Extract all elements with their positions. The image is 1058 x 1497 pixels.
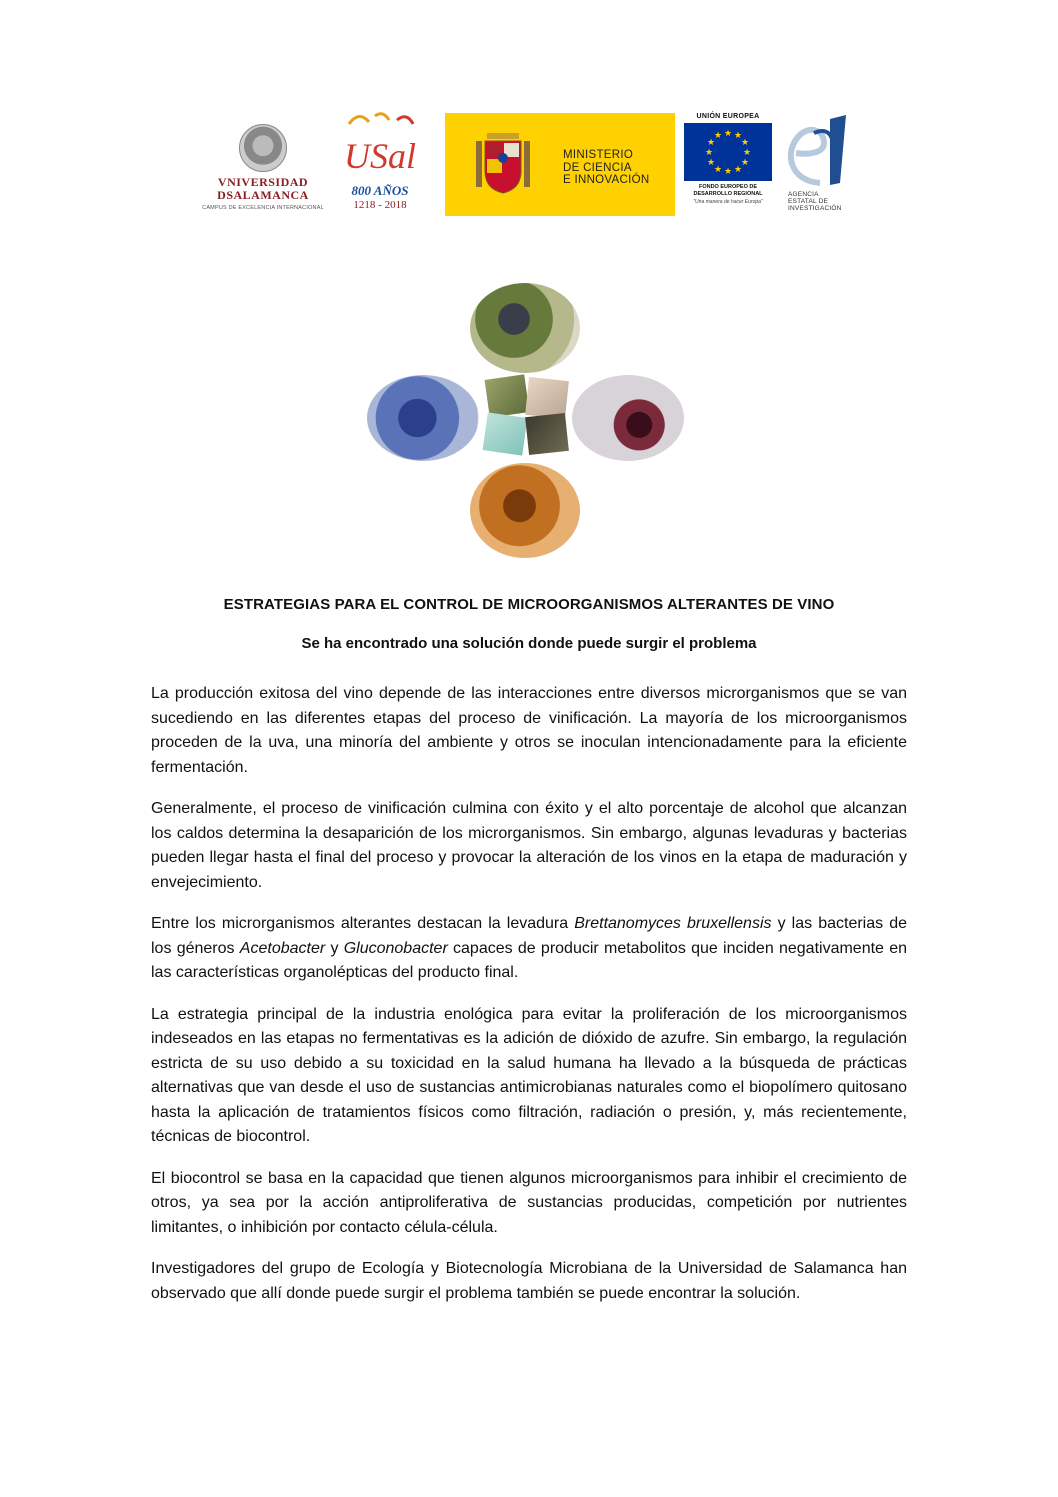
svg-text:★: ★ [733,131,743,141]
document-title: ESTRATEGIAS PARA EL CONTROL DE MICROORGANISMOS ALTERANTES DE VINO [223,596,835,613]
p3-text-e: y [325,939,344,957]
barrels-photo [470,463,580,558]
usal-wordmark-icon [335,110,425,185]
paragraph-1: La producción exitosa del vino depende de las interacciones entre diversos microrganismos que se van sucediendo en las diferentes etapas del proceso de vinificación. La mayoría de los microorganismos proceden de la uva, una minoría del ambiente y otros se inoculan intencionadamente para la eficiente fermentación. [151,685,907,776]
svg-text:★: ★ [706,158,716,168]
svg-text:★: ★ [706,138,716,148]
eu-header: UNIÓN EUROPEA [696,113,760,120]
wine-glasses-photo [572,375,684,461]
eu-fund-line1: FONDO EUROPEO DE [698,184,758,190]
aei-e-mark-icon [780,113,855,191]
paragraph-3 [151,912,907,986]
document-body [151,682,907,1323]
svg-text:★: ★ [713,165,723,175]
microbe-tiles [483,375,568,455]
anniversary-logo [335,110,425,225]
p3-genus-acetobacter: Acetobacter [239,939,326,957]
p3-text-g: capaces de producir metabolitos que inciden negativamente en las características organolépticas del producto final. [151,939,907,981]
p3-text-a: Entre los microrganismos alterantes destacan la levadura [151,915,575,932]
aei-text [788,191,842,212]
paragraph-5: El biocontrol se basa en la capacidad que tienen algunos microorganismos para inhibir el crecimiento de otros, ya sea por la acción antiproliferativa de sustancias producidas, competición por nutrientes limitantes, o inhibición por contacto célula-célula. [151,1169,907,1236]
ministerio-line1: MINISTERIO [563,149,634,161]
eu-fund-line2: DESARROLLO REGIONAL [693,190,763,197]
p3-species-brettanomyces: Brettanomyces bruxellensis [574,915,772,932]
microbe-tile-3 [483,412,528,455]
paragraph-2: Generalmente, el proceso de vinificación culmina con éxito y el alto porcentaje de alcohol que alcanzan los caldos determina la desaparición de los microrganismos. Sin embargo, algunas levaduras y bacterias pueden llegar hasta el final del proceso y provocar la alteración de los vinos en la etapa de maduración y envejecimiento. [151,800,907,891]
svg-text:★: ★ [723,167,733,177]
eu-slogan: "Una manera de hacer Europa" [693,199,763,205]
p3-text-c: y las bacterias de los géneros [151,915,907,957]
microbe-tile-4 [525,413,569,455]
logo-row [190,110,870,230]
aei-logo [780,113,855,223]
wine-photo-collage [365,283,685,558]
svg-text:★: ★ [740,158,750,168]
paragraph-6: Investigadores del grupo de Ecología y Biotecnología Microbiana de la Universidad de Salamanca han observado que allí donde puede surgir el problema también se puede encontrar la solución. [151,1260,907,1302]
eu-flag-icon [684,123,772,181]
usal-name-line2: DSALAMANCA [217,188,309,202]
svg-text:★: ★ [733,165,743,175]
ministerio-logo [445,113,675,216]
winery-tanks-photo [367,375,479,461]
p3-genus-gluconobacter: Gluconobacter [343,939,448,957]
aei-line3: INVESTIGACIÓN [788,205,842,212]
usal-name-line1: VNIVERSIDAD [217,175,309,189]
eu-logo [682,113,774,219]
eu-fund-text [682,184,774,197]
usal-crest-icon [239,124,287,172]
anniversary-wordmark: USal [344,136,416,176]
paragraph-4: La estrategia principal de la industria enológica para evitar la proliferación de los microorganismos indeseados en las etapas no fermentativas es la adición de dióxido de azufre. Sin embargo, la regulación estricta de su uso debido a su toxicidad en la salud humana ha llevado a la búsqueda de prácticas alternativas que van desde el uso de sustancias antimicrobianas naturales como el biopolímero quitosano hasta la aplicación de tratamientos físicos como filtración, radiación o presión, y, más recientemente, técnicas de biocontrol. [151,1005,907,1145]
ministerio-line3: E INNOVACIÓN [563,174,650,186]
svg-text:★: ★ [740,138,750,148]
svg-text:★: ★ [704,148,714,158]
svg-text:★: ★ [713,131,723,141]
aei-line1: AGENCIA [788,191,819,198]
grapes-photo [470,283,580,373]
ministerio-line2: DE CIENCIA [563,161,632,174]
aei-line2: ESTATAL DE [788,198,829,205]
usal-logo [198,120,328,230]
anniversary-dates: 1218 - 2018 [353,199,407,211]
svg-text:★: ★ [723,129,733,139]
usal-subtitle: CAMPUS DE EXCELENCIA INTERNACIONAL [202,205,324,211]
svg-text:★: ★ [742,148,752,158]
ministerio-text [563,149,649,187]
spain-coat-of-arms-icon [473,127,533,199]
document-subtitle: Se ha encontrado una solución donde puede surgir el problema [301,635,757,652]
anniversary-years: 800 AÑOS [351,183,409,198]
microbe-tile-1 [485,374,530,417]
